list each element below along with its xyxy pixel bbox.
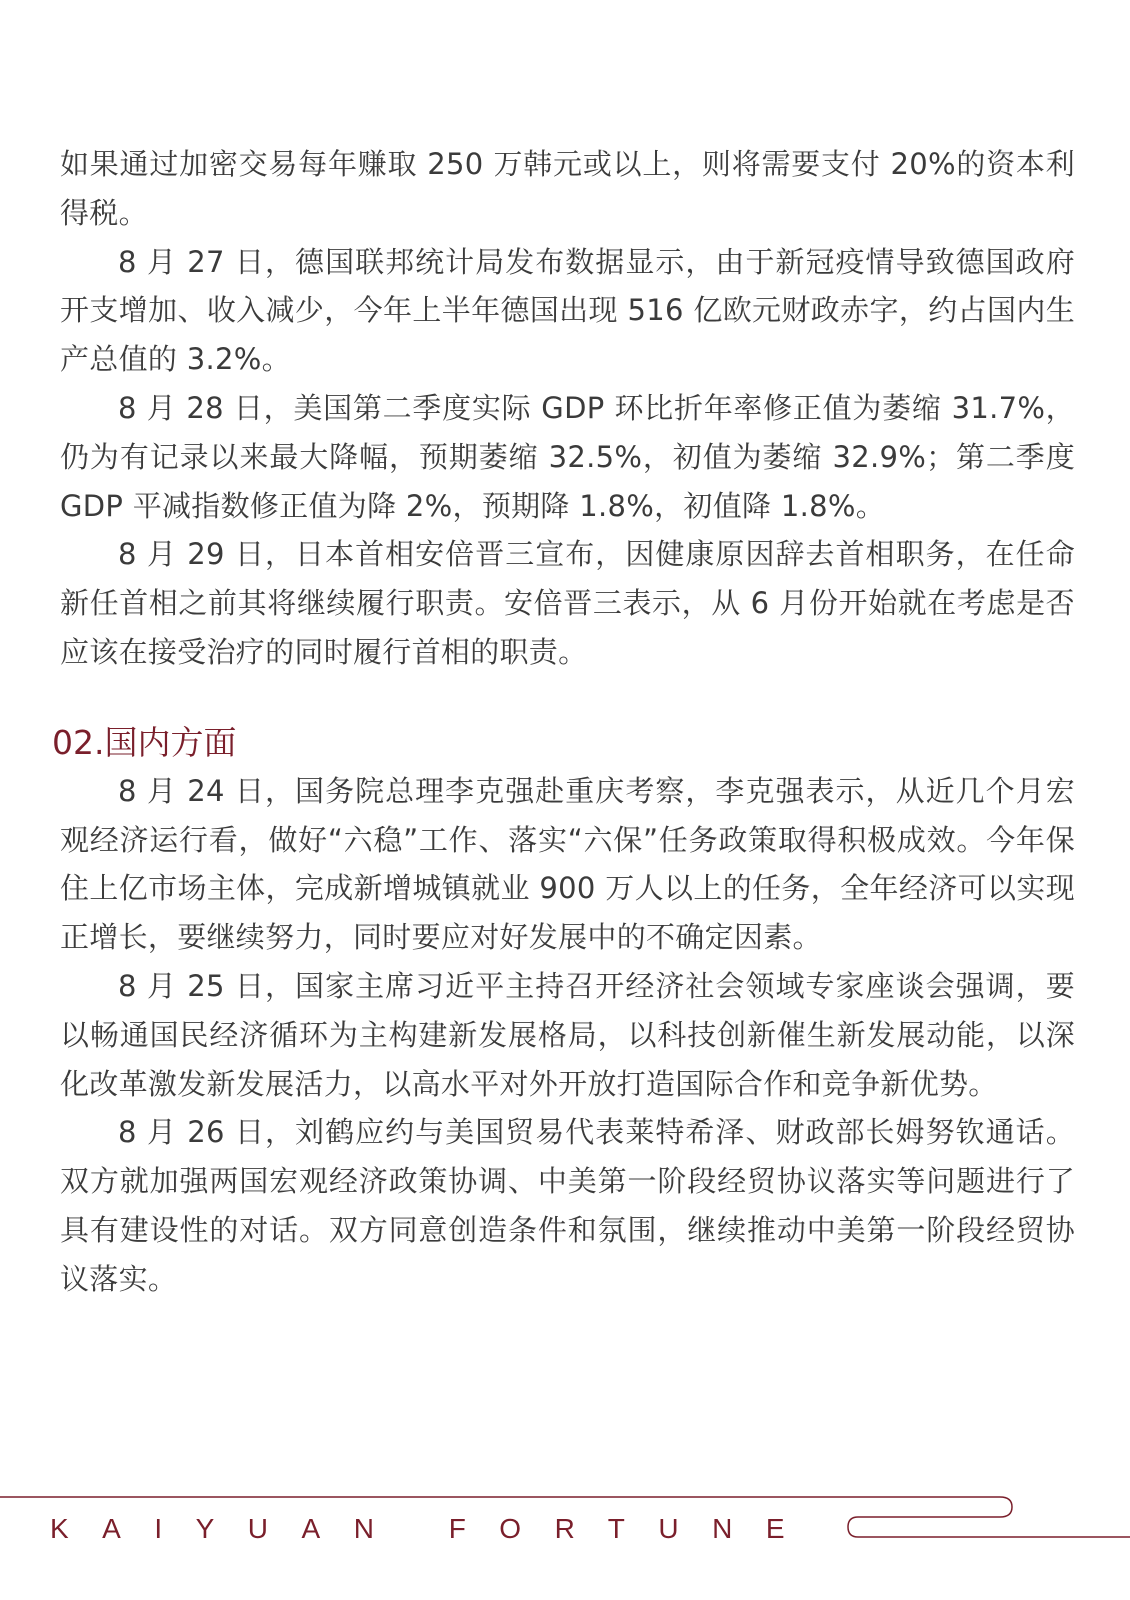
paragraph-li-keqiang-chongqing: 8 月 24 日，国务院总理李克强赴重庆考察，李克强表示，从近几个月宏观经济运行看，做好“六稳”工作、落实“六保”任务政策取得积极成效。今年保住上亿市场主体，完成新增城镇就业 900 万人以上的任务，全年经济可以实现正增长，要继续努力，同时要应对好发展中的不确定因素。 [60, 773, 1075, 955]
paragraph-capital-gains-tax: 如果通过加密交易每年赚取 250 万韩元或以上，则将需要支付 20%的资本利得税。 [60, 147, 1075, 230]
section-title-domestic: 02.国内方面 [52, 722, 237, 762]
paragraph-trade-talks: 8 月 26 日，刘鹤应约与美国贸易代表莱特希泽、财政部长姆努钦通话。双方就加强两国宏观经济政策协调、中美第一阶段经贸协议落实等问题进行了具有建设性的对话。双方同意创造条件和氛围，继续推动中美第一阶段经贸协议落实。 [60, 1115, 1075, 1296]
paragraph-japan-pm: 8 月 29 日，日本首相安倍晋三宣布，因健康原因辞去首相职务，在任命新任首相之前其将继续履行职责。安倍晋三表示，从 6 月份开始就在考虑是否应该在接受治疗的同时履行首相的职责。 [60, 537, 1075, 669]
paragraph-germany-deficit: 8 月 27 日，德国联邦统计局发布数据显示，由于新冠疫情导致德国政府开支增加、收入减少，今年上半年德国出现 516 亿欧元财政赤字，约占国内生产总值的 3.2%。 [60, 244, 1075, 377]
footer-brand-text: KAIYUAN FORTUNE [50, 1513, 819, 1544]
paragraph-expert-symposium: 8 月 25 日，国家主席习近平主持召开经济社会领域专家座谈会强调，要以畅通国民经济循环为主构建新发展格局，以科技创新催生新发展动能，以深化改革激发新发展活力，以高水平对外开放打造国际合作和竞争新优势。 [60, 968, 1075, 1101]
page-content [52, 140, 1075, 1304]
paragraph-us-gdp: 8 月 28 日，美国第二季度实际 GDP 环比折年率修正值为萎缩 31.7%，仍为有记录以来最大降幅，预期萎缩 32.5%，初值为萎缩 32.9%；第二季度 GDP 平减指数修正值为降 2%，预期降 1.8%，初值降 1.8%。 [60, 390, 1075, 523]
page-footer [0, 1495, 1130, 1565]
